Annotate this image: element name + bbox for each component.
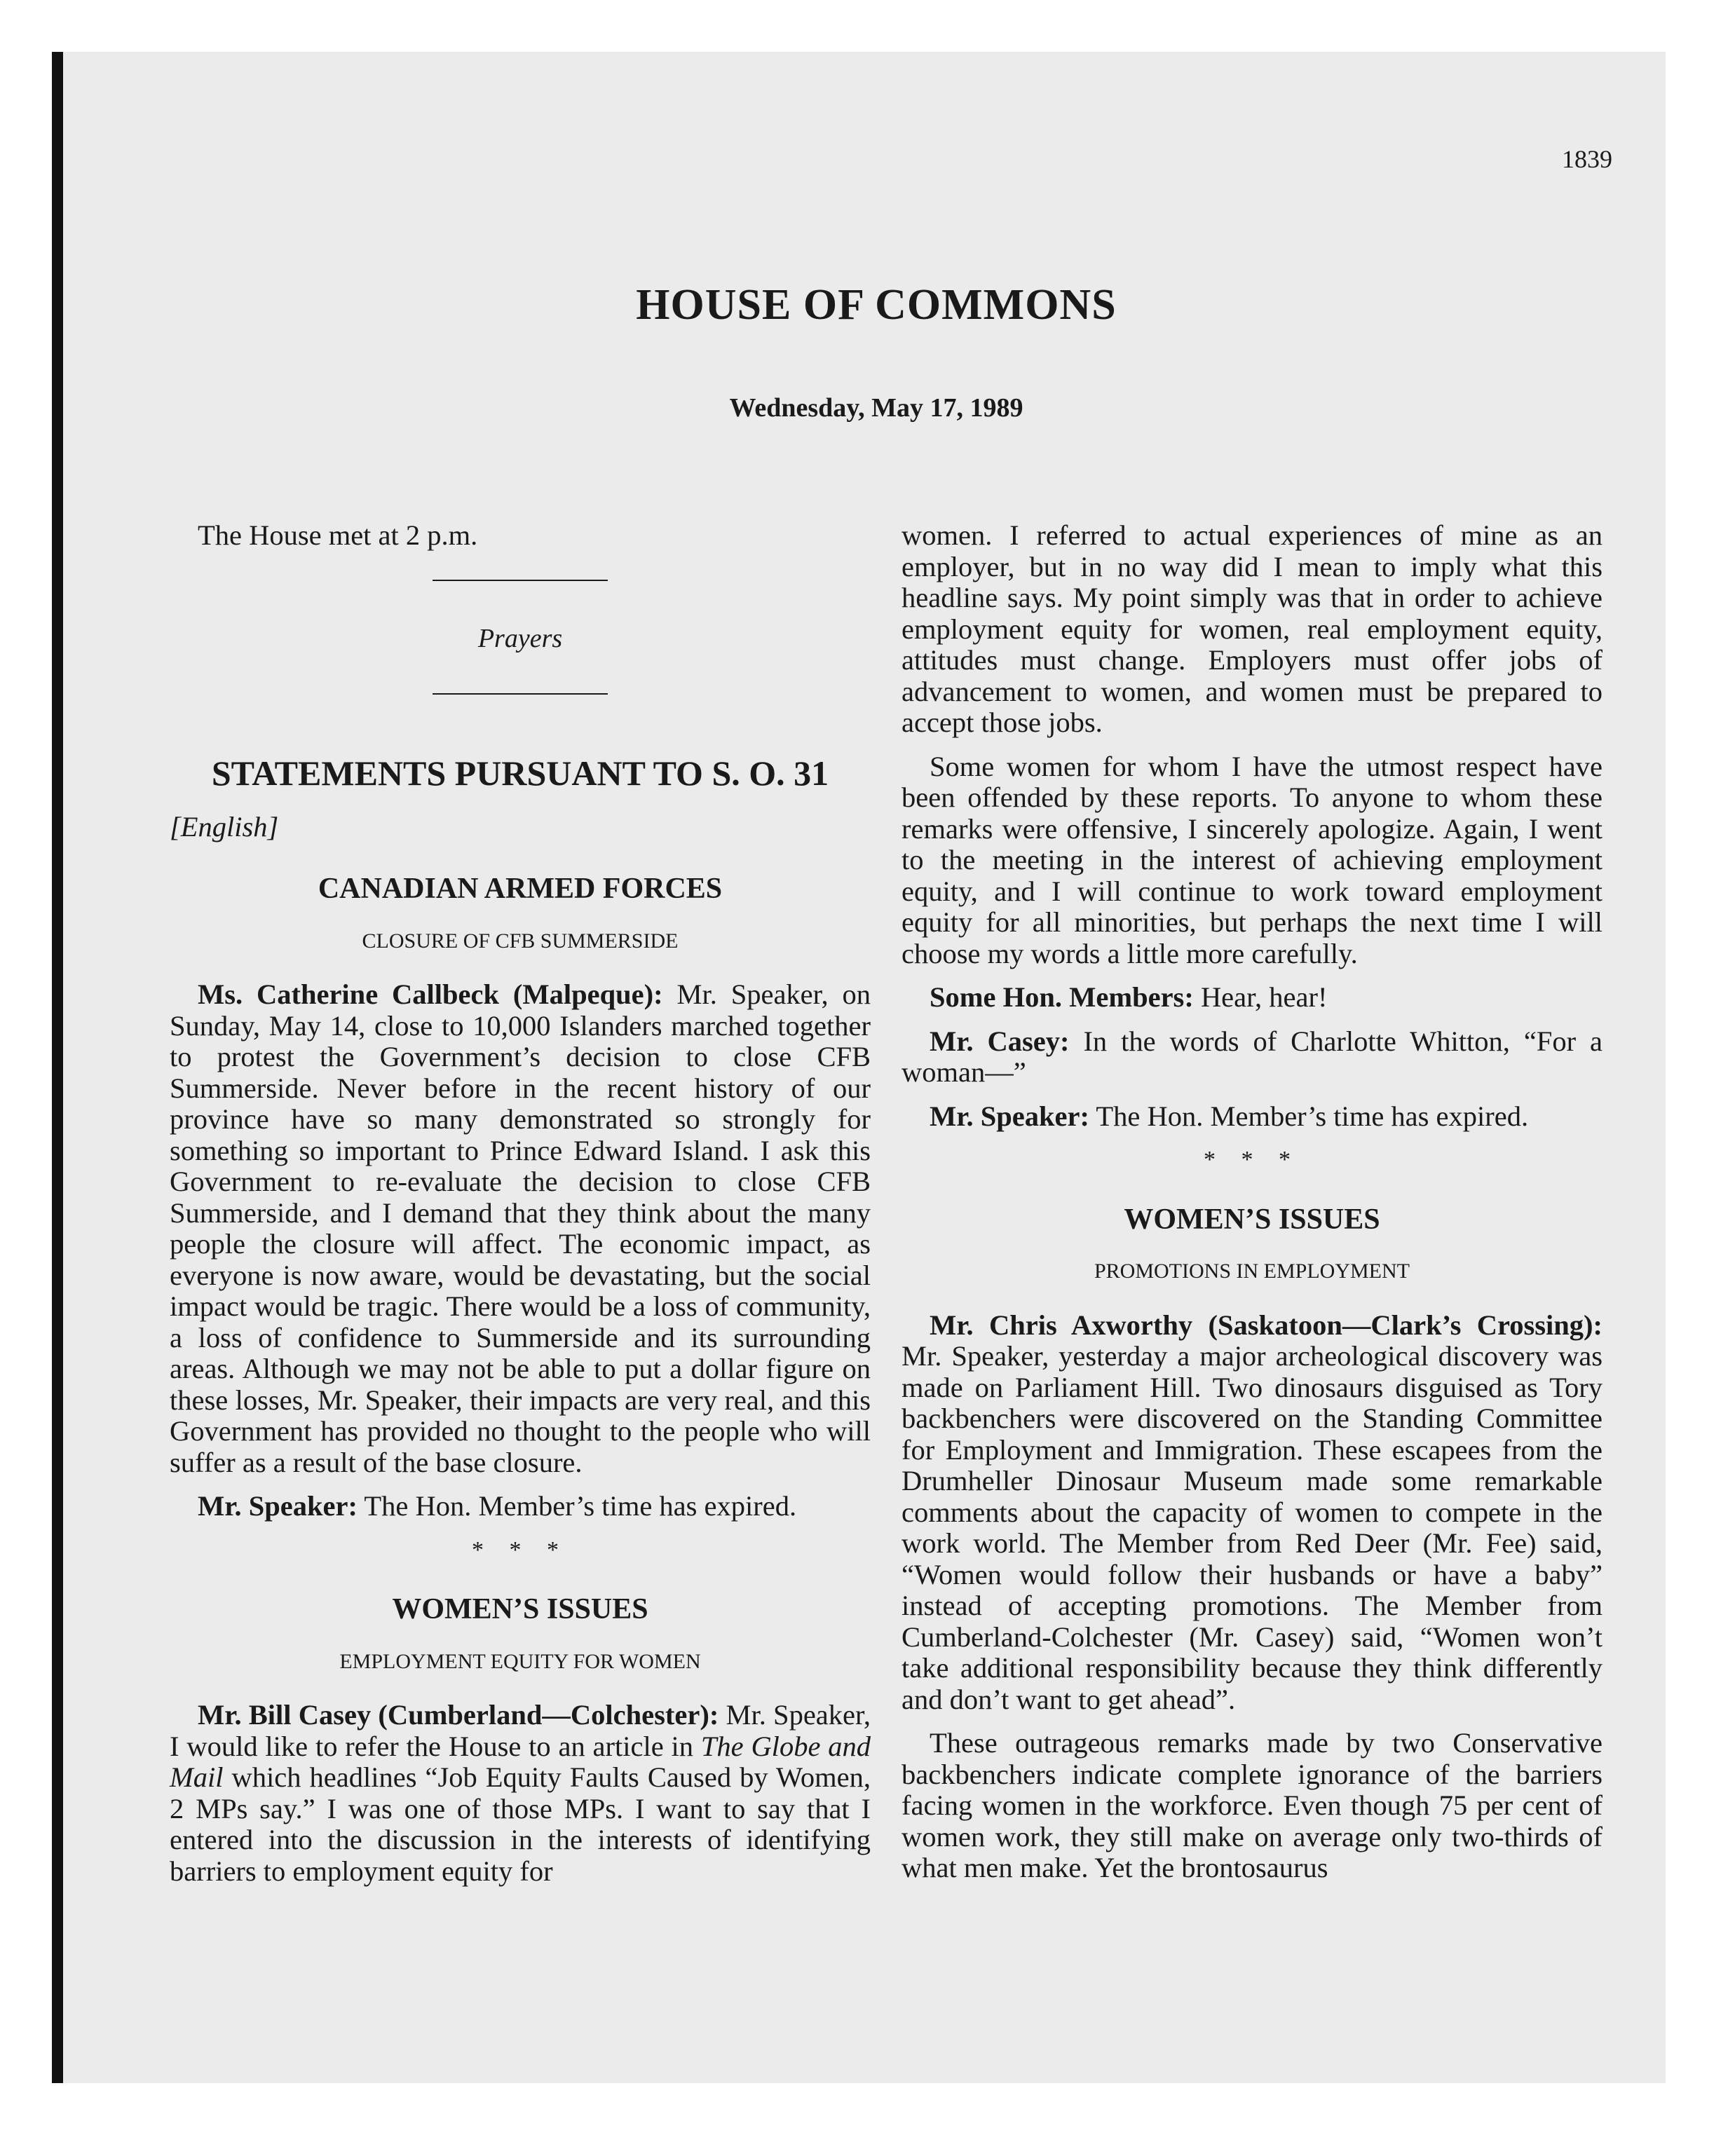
topic-heading: WOMEN’S ISSUES — [1124, 1203, 1380, 1236]
statement-paragraph — [901, 1310, 1603, 1716]
divider-rule — [433, 693, 608, 695]
statement-text: Mr. Speaker, yesterday a major archeological discovery was made on Parliament Hill. Two dinosaurs disguised as Tory backbenchers were discovered on the Standing Committee for Employment and Immigration. These escapees from the Drumheller Dinosaur Museum made some remarkable comments about the capacity of women to compete in the work world. The Member from Red Deer (Mr. Fee) said, “Women would follow their husbands or have a baby” instead of accepting promotions. The Member from Cumberland-Colchester (Mr. Casey) said, “Women won’t take additional responsibility because they think differently and don’t want to get ahead”. — [901, 1340, 1603, 1715]
speaker-name: Some Hon. Members: — [930, 981, 1194, 1013]
speaker-name: Mr. Speaker: — [930, 1100, 1089, 1132]
statement-text: which headlines “Job Equity Faults Caused by Women, 2 MPs say.” I was one of those MPs. I want to say that I entered into the discussion in the interests of identifying barriers to employment equity for — [170, 1761, 871, 1887]
page-number: 1839 — [1562, 145, 1612, 173]
prayers-heading: Prayers — [477, 623, 563, 653]
ruling-text: The Hon. Member’s time has expired. — [1089, 1100, 1529, 1132]
statement-paragraph: These outrageous remarks made by two Conservative backbenchers indicate complete ignorance of the barriers facing women in the workforce. Even though 75 per cent of women work, they still make on average only two-thirds of what men make. Yet the brontosaurus — [901, 1727, 1603, 1883]
section-heading: STATEMENTS PURSUANT TO S. O. 31 — [211, 753, 829, 793]
subtopic-heading: EMPLOYMENT EQUITY FOR WOMEN — [339, 1649, 701, 1673]
interjection — [901, 982, 1603, 1014]
document-title: HOUSE OF COMMONS — [636, 281, 1117, 329]
right-column — [901, 520, 1603, 1897]
speaker-ruling — [901, 1101, 1603, 1133]
speaker-ruling — [170, 1491, 871, 1522]
topic-heading: WOMEN’S ISSUES — [392, 1593, 648, 1625]
topic-heading: CANADIAN ARMED FORCES — [318, 873, 723, 905]
speaker-name: Mr. Casey: — [930, 1025, 1070, 1057]
statement-text: Mr. Speaker, on Sunday, May 14, close to 10,000 Islanders marched together to protest the Government’s decision to close CFB Summerside. Never before in the recent history of our province have so many demonstrated so strongly for something so important to Prince Edward Island. I ask this Government to re-evaluate the decision to close CFB Summerside, and I demand that they think about the many people the closure will affect. The economic impact, as everyone is now aware, would be devastating, but the social impact would be tragic. There would be a loss of community, a loss of confidence to Summerside and its surrounding areas. Although we may not be able to put a dollar figure on these losses, Mr. Speaker, their impacts are very real, and this Government has provided no thought to the people who will suffer as a result of the base closure. — [170, 978, 871, 1478]
language-note: [English] — [170, 810, 279, 842]
interjection-text: Hear, hear! — [1193, 981, 1328, 1013]
speaker-name: Mr. Speaker: — [198, 1490, 358, 1522]
divider-rule — [433, 580, 608, 581]
statement-text: Mr. Speaker, I would like to refer the House to an article in — [170, 1699, 871, 1762]
section-separator: * * * — [1204, 1147, 1300, 1173]
interjection — [901, 1026, 1603, 1089]
statement-paragraph: women. I referred to actual experiences of mine as an employer, but in no way did I mean to imply what this headline says. My point simply was that in order to achieve employment equity for women, real employment equity, attitudes must change. Employers must offer jobs of advancement to women, and women must be prepared to accept those jobs. — [901, 519, 1603, 738]
house-met-line: The House met at 2 p.m. — [198, 519, 478, 551]
speaker-name: Mr. Chris Axworthy (Saskatoon—Clark’s Crossing): — [930, 1309, 1603, 1341]
scan-edge-shadow — [52, 52, 63, 2083]
interjection-text: In the words of Charlotte Whitton, “For a woman—” — [901, 1025, 1603, 1088]
statement-paragraph: Some women for whom I have the utmost respect have been offended by these reports. To anyone to whom these remarks were offensive, I sincerely apologize. Again, I went to the meeting in the interest of achieving employment equity, and I will continue to work toward employment equity for all minorities, but perhaps the next time I will choose my words a little more carefully. — [901, 750, 1603, 969]
speaker-name: Ms. Catherine Callbeck (Malpeque): — [198, 978, 663, 1010]
statement-paragraph — [170, 979, 871, 1478]
subtopic-heading: PROMOTIONS IN EMPLOYMENT — [1094, 1260, 1410, 1283]
newspaper-title: The Globe and Mail — [170, 1730, 871, 1793]
ruling-text: The Hon. Member’s time has expired. — [357, 1490, 797, 1522]
statement-paragraph — [170, 1700, 871, 1887]
speaker-name: Mr. Bill Casey (Cumberland—Colchester): — [198, 1699, 719, 1731]
left-column — [170, 520, 871, 1899]
subtopic-heading: CLOSURE OF CFB SUMMERSIDE — [362, 929, 679, 953]
section-separator: * * * — [472, 1536, 569, 1563]
document-date: Wednesday, May 17, 1989 — [729, 393, 1023, 423]
